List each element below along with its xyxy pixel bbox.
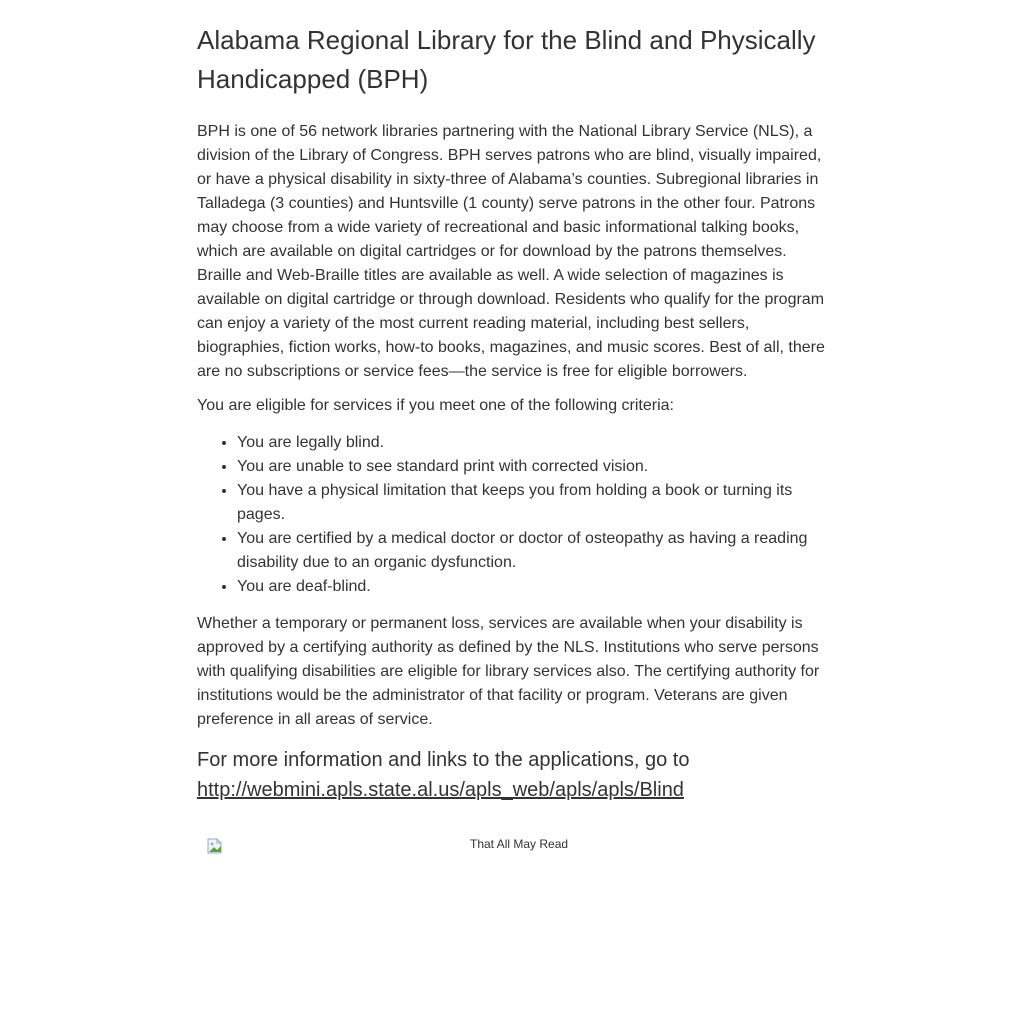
more-info-text: For more information and links to the applications, go to <box>197 749 690 771</box>
broken-image-icon <box>207 838 223 854</box>
criteria-item: • You are legally blind. <box>237 431 829 455</box>
applications-link[interactable]: http://webmini.apls.state.al.us/apls_web/apls/apls/Blind <box>197 779 684 801</box>
page-title: Alabama Regional Library for the Blind and Physically Handicapped (BPH) <box>197 25 816 94</box>
image-caption: That All May Read <box>470 837 569 851</box>
criteria-item: • You are certified by a medical doctor or doctor of osteopathy as having a reading disability due to an organic dysfunction. <box>237 527 829 575</box>
more-info <box>197 745 829 805</box>
criteria-item: • You have a physical limitation that keeps you from holding a book or turning its pages. <box>237 479 829 527</box>
figure <box>197 835 829 875</box>
criteria-item: • You are unable to see standard print with corrected vision. <box>237 455 829 479</box>
certification-paragraph: Whether a temporary or permanent loss, services are available when your disability is approved by a certifying authority as defined by the NLS. Institutions who serve persons with qualifying disabilities are eligible for library services also. The certifying authority for institutions would be the administrator of that facility or program. Veterans are given preference in all areas of service. <box>197 615 820 728</box>
eligibility-intro: You are eligible for services if you meet one of the following criteria: <box>197 397 674 414</box>
eligibility-criteria-list <box>197 431 829 599</box>
article <box>197 0 829 875</box>
criteria-item: • You are deaf-blind. <box>237 575 829 599</box>
intro-paragraph: BPH is one of 56 network libraries partnering with the National Library Service (NLS), a division of the Library of Congress. BPH serves patrons who are blind, visually impaired, or have a physical disability in sixty-three of Alabama’s counties. Subregional libraries in Talladega (3 counties) and Huntsville (1 county) serve patrons in the other four. Patrons may choose from a wide variety of recreational and basic informational talking books, which are available on digital cartridges or for download by the patrons themselves. Braille and Web-Braille titles are available as well. A wide selection of magazines is available on digital cartridge or through download. Residents who qualify for the program can enjoy a variety of the most current reading material, including best sellers, biographies, fiction works, how-to books, magazines, and music scores. Best of all, there are no subscriptions or service fees—the service is free for eligible borrowers. <box>197 123 825 380</box>
